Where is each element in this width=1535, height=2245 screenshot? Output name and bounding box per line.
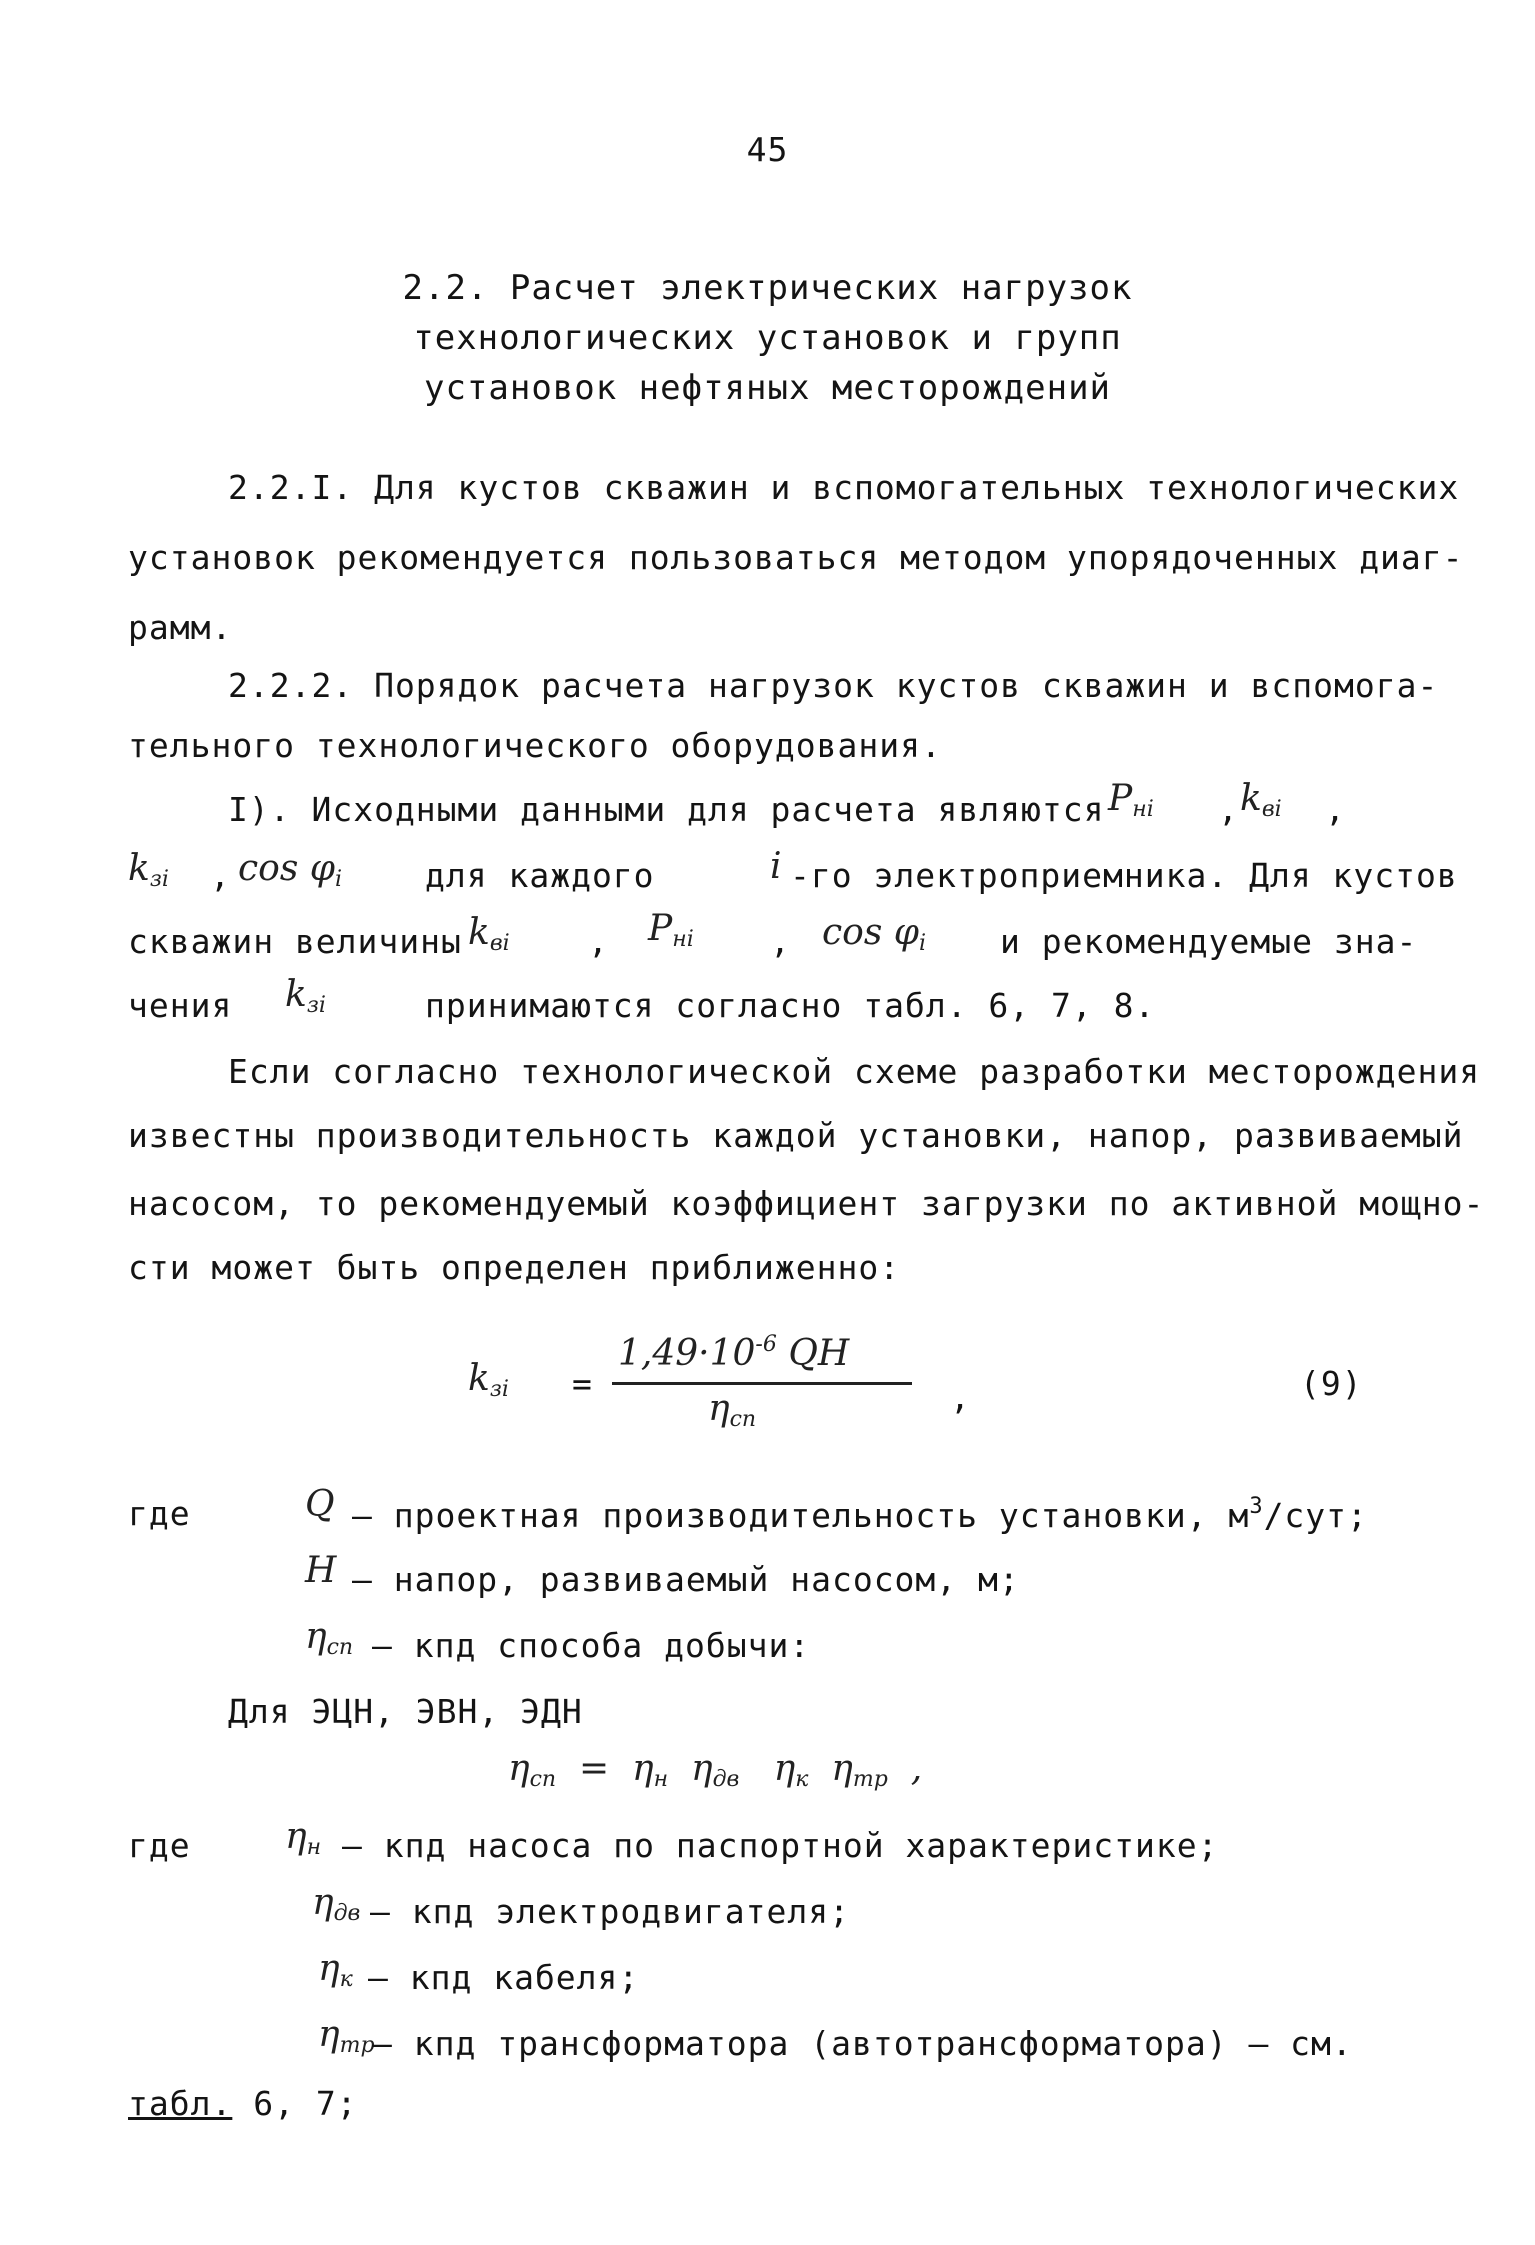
- formula9-denominator: $\eta_{сп}$: [708, 1388, 757, 1432]
- p-if-line-2: известны производительность каждой установки, напор, развиваемый: [128, 1116, 1464, 1155]
- def-Q: – проектная производительность установки, $м^3$/сут;: [352, 1494, 1368, 1535]
- symbol-comma: ,: [588, 922, 609, 961]
- formula9-number: (9): [1300, 1364, 1363, 1403]
- def-eta-k: – кпд кабеля;: [368, 1958, 640, 1997]
- symbol-comma: ,: [1325, 790, 1346, 829]
- symbol-cos-phi: $\cos \varphi_i$: [238, 848, 343, 892]
- symbol-k-zi: $k_{зi}$: [128, 848, 169, 892]
- p-if-line-3: насосом, то рекомендуемый коэффициент загрузки по активной мощно-: [128, 1184, 1485, 1223]
- symbol-comma: ,: [770, 922, 791, 961]
- symbol-eta-n: $\eta_н$: [285, 1816, 322, 1860]
- def-eta-sp: – кпд способа добычи:: [372, 1626, 811, 1665]
- symbol-P-ni: $P_{нi}$: [648, 908, 694, 952]
- symbol-eta-k: $\eta_к$: [318, 1948, 353, 1992]
- table-reference: табл. 6, 7;: [128, 2084, 358, 2123]
- where-label: где: [128, 1826, 191, 1865]
- for-pumps: Для ЭЦН, ЭВН, ЭДН: [228, 1692, 583, 1731]
- symbol-cos-phi: $\cos \varphi_i$: [822, 912, 927, 956]
- def-H: – напор, развиваемый насосом, м;: [352, 1560, 1020, 1599]
- symbol-k-zi: $k_{зi}$: [285, 974, 326, 1018]
- p222-line-1: 2.2.2. Порядок расчета нагрузок кустов скважин и вспомога-: [228, 666, 1439, 705]
- symbol-k-vi: $k_{вi}$: [468, 912, 510, 956]
- symbol-P-ni: $P_{нi}$: [1108, 778, 1154, 822]
- symbol-eta-tr: $\eta_{тр}$: [318, 2014, 375, 2058]
- symbol-comma: ,: [1218, 790, 1239, 829]
- item1-for-each: для каждого: [425, 856, 655, 895]
- symbol-Q: Q: [305, 1484, 335, 1525]
- def-eta-dv: – кпд электродвигателя;: [370, 1892, 850, 1931]
- where-label: где: [128, 1494, 191, 1533]
- section-title-line-2: технологических установок и групп: [413, 318, 1122, 358]
- symbol-eta-sp: $\eta_{сп}$: [305, 1616, 354, 1660]
- p221-line-1: 2.2.I. Для кустов скважин и вспомогательных технологических: [228, 468, 1460, 507]
- formula2: $\eta_{сп} = \eta_н$ $\eta_{дв}$ $\eta_к$ $\eta_{тр}$ ,: [508, 1748, 923, 1792]
- p-if-line-1: Если согласно технологической схеме разработки месторождения: [228, 1052, 1481, 1091]
- p-if-line-4: сти может быть определен приближенно:: [128, 1248, 901, 1287]
- section-title-line-1: 2.2. Расчет электрических нагрузок: [402, 268, 1133, 308]
- formula9-lhs: $k_{зi}$: [468, 1358, 509, 1402]
- item1-line-4-start: чения: [128, 986, 233, 1025]
- page-number: 45: [746, 130, 789, 169]
- item1-line-4: принимаются согласно табл. 6, 7, 8.: [425, 986, 1156, 1025]
- p222-line-2: тельного технологического оборудования.: [128, 726, 942, 765]
- def-eta-n: – кпд насоса по паспортной характеристике;: [342, 1826, 1219, 1865]
- symbol-k-vi: $k_{вi}$: [1240, 778, 1282, 822]
- symbol-H: H: [305, 1550, 337, 1591]
- formula9-equals: =: [572, 1364, 593, 1403]
- table-abbrev: табл.: [128, 2084, 233, 2123]
- item1-line-3-end: и рекомендуемые зна-: [1000, 922, 1418, 961]
- item1-line-3-start: скважин величины: [128, 922, 462, 961]
- formula9-trailing-comma: ,: [950, 1378, 971, 1417]
- symbol-comma: ,: [210, 856, 231, 895]
- symbol-eta-dv: $\eta_{дв}$: [312, 1882, 361, 1926]
- item1-line-2: -го электроприемника. Для кустов: [790, 856, 1458, 895]
- section-title-line-3: установок нефтяных месторождений: [423, 368, 1112, 408]
- symbol-i: i: [770, 846, 782, 887]
- fraction-bar: [612, 1382, 912, 1385]
- formula9-numerator: $1,49\cdot 10^{-6}$ QH: [618, 1332, 850, 1374]
- item1-line-1: I). Исходными данными для расчета являются: [228, 790, 1105, 829]
- p221-line-2: установок рекомендуется пользоваться методом упорядоченных диаг-: [128, 538, 1464, 577]
- def-eta-tr: – кпд трансформатора (автотрансформатора) – см.: [372, 2024, 1353, 2063]
- p221-line-3: рамм.: [128, 608, 233, 647]
